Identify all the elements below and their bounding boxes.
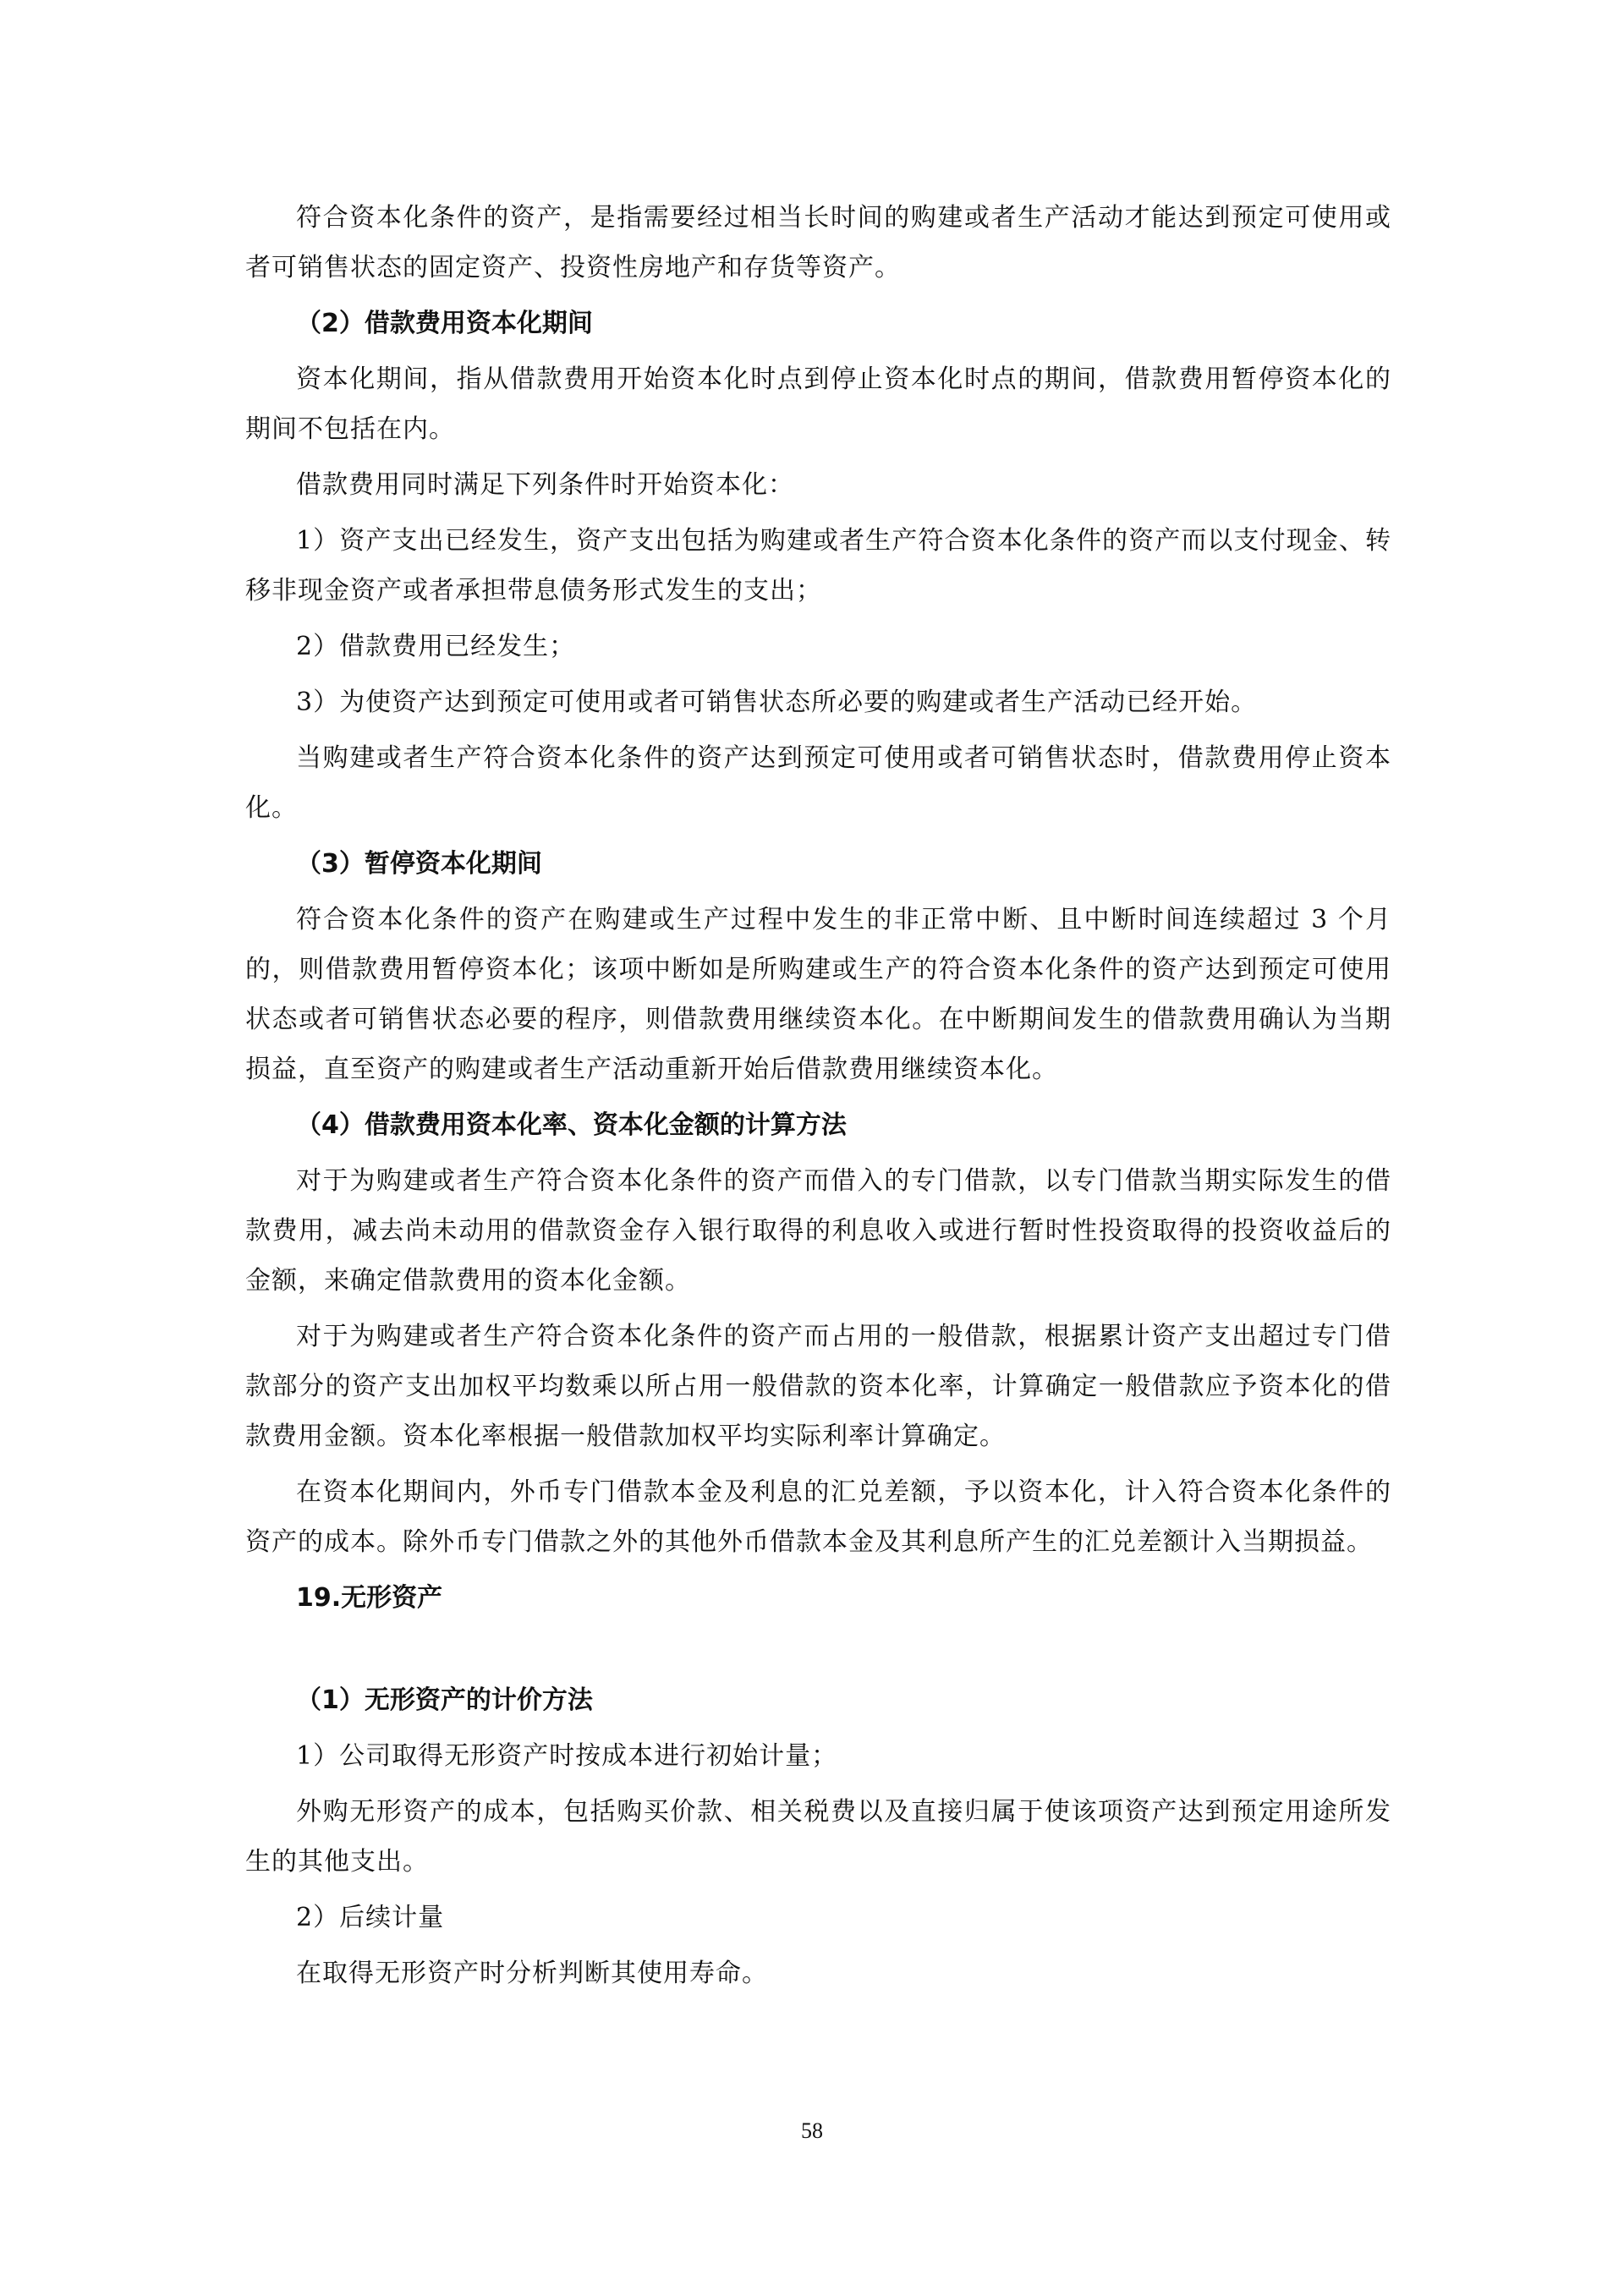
paragraph: 借款费用同时满足下列条件时开始资本化： <box>296 470 794 500</box>
paragraph: 3）为使资产达到预定可使用或者可销售状态所必要的购建或者生产活动已经开始。 <box>296 688 1258 717</box>
paragraph: 2）后续计量 <box>296 1903 445 1932</box>
subheading: （2）借款费用资本化期间 <box>296 309 593 338</box>
section-heading: 19.无形资产 <box>296 1583 443 1613</box>
paragraph: 符合资本化条件的资产在购建或生产过程中发生的非正常中断、且中断时间连续超过 3 个月的，则借款费用暂停资本化；该项中断如是所购建或生产的符合资本化条件的资产达到预定可使用状态或者可销售状态必要的程序，则借款费用继续资本化。在中断期间发生的借款费用确认为当期损益，直至资产的购建或者生产活动重新开始后借款费用继续资本化。 <box>245 905 1391 1084</box>
subheading: （3）暂停资本化期间 <box>296 849 542 879</box>
document-body <box>245 193 1391 2004</box>
paragraph: 资本化期间，指从借款费用开始资本化时点到停止资本化时点的期间，借款费用暂停资本化的期间不包括在内。 <box>245 364 1391 444</box>
paragraph: 1）资产支出已经发生，资产支出包括为购建或者生产符合资本化条件的资产而以支付现金、转移非现金资产或者承担带息债务形式发生的支出； <box>245 526 1391 606</box>
paragraph: 符合资本化条件的资产，是指需要经过相当长时间的购建或者生产活动才能达到预定可使用或者可销售状态的固定资产、投资性房地产和存货等资产。 <box>245 203 1391 282</box>
paragraph: 1）公司取得无形资产时按成本进行初始计量； <box>296 1741 838 1771</box>
paragraph: 对于为购建或者生产符合资本化条件的资产而占用的一般借款，根据累计资产支出超过专门借款部分的资产支出加权平均数乘以所占用一般借款的资本化率，计算确定一般借款应予资本化的借款费用金额。资本化率根据一般借款加权平均实际利率计算确定。 <box>245 1322 1391 1451</box>
page-number: 58 <box>801 2118 823 2143</box>
subheading: （1）无形资产的计价方法 <box>296 1685 593 1715</box>
paragraph: 在取得无形资产时分析判断其使用寿命。 <box>296 1959 768 1988</box>
paragraph: 当购建或者生产符合资本化条件的资产达到预定可使用或者可销售状态时，借款费用停止资本化。 <box>245 743 1391 823</box>
subheading: （4）借款费用资本化率、资本化金额的计算方法 <box>296 1110 847 1140</box>
paragraph: 在资本化期间内，外币专门借款本金及利息的汇兑差额，予以资本化，计入符合资本化条件的资产的成本。除外币专门借款之外的其他外币借款本金及其利息所产生的汇兑差额计入当期损益。 <box>245 1477 1391 1557</box>
paragraph: 对于为购建或者生产符合资本化条件的资产而借入的专门借款，以专门借款当期实际发生的借款费用，减去尚未动用的借款资金存入银行取得的利息收入或进行暂时性投资取得的投资收益后的金额，来确定借款费用的资本化金额。 <box>245 1166 1391 1296</box>
paragraph: 2）借款费用已经发生； <box>296 632 576 661</box>
paragraph: 外购无形资产的成本，包括购买价款、相关税费以及直接归属于使该项资产达到预定用途所发生的其他支出。 <box>245 1797 1391 1877</box>
